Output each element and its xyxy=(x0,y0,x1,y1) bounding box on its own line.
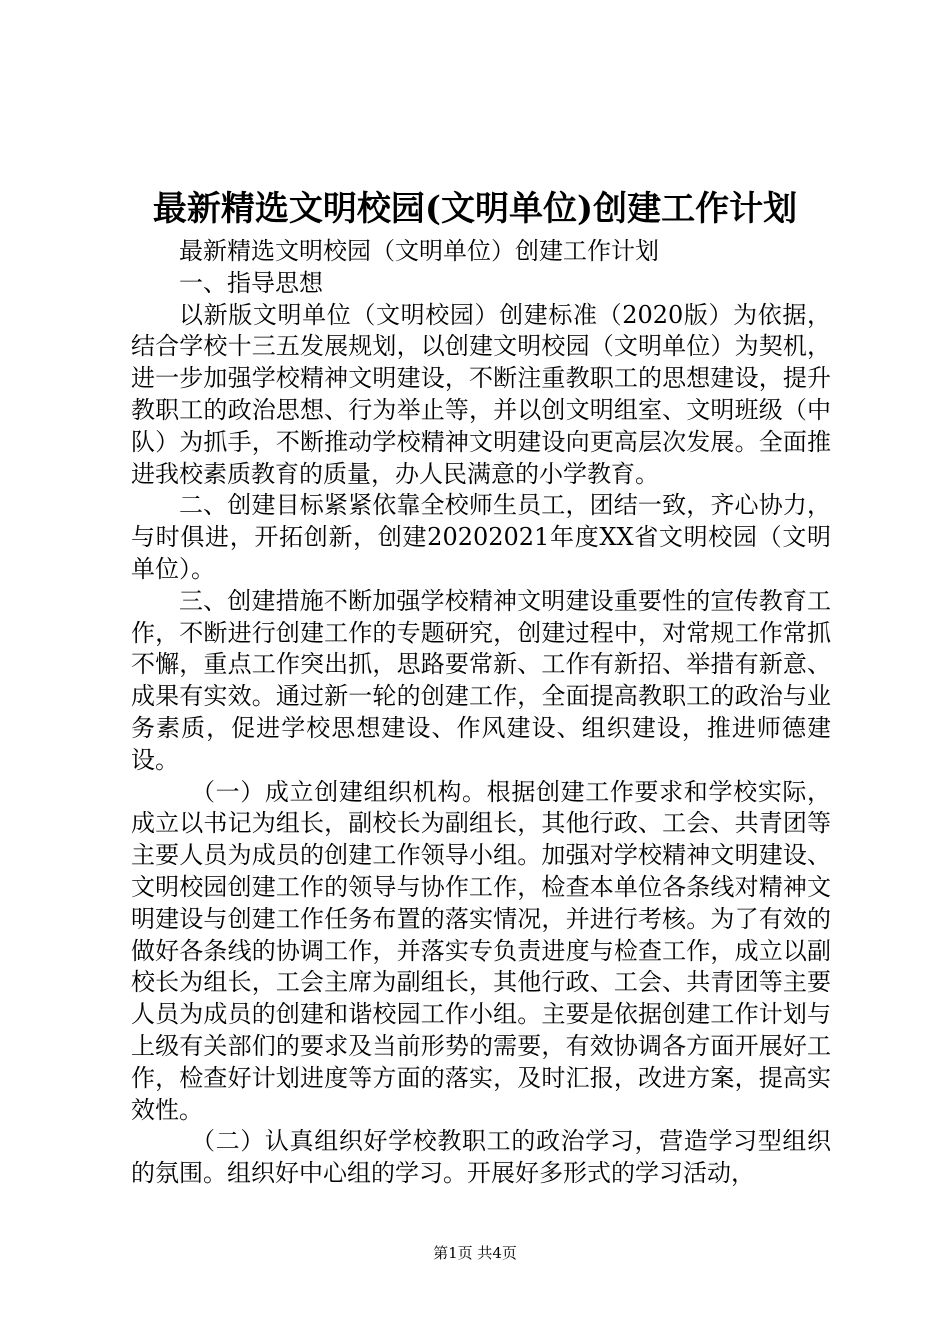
paragraph-goals: 二、创建目标紧紧依靠全校师生员工，团结一致，齐心协力，与时俱进，开拓创新，创建20202021年度XX省文明校园（文明单位）。 xyxy=(131,491,831,583)
paragraph-heading-guiding-ideology: 一、指导思想 xyxy=(179,268,323,297)
paragraph-organization: （一）成立创建组织机构。根据创建工作要求和学校实际，成立以书记为组长，副校长为副组长，其他行政、工会、共青团等主要人员为成员的创建工作领导小组。加强对学校精神文明建设、文明校园创建工作的领导与协作工作，检查本单位各条线对精神文明建设与创建工作任务布置的落实情况，并进行考核。为了有效的做好各条线的协调工作，并落实专负责进度与检查工作，成立以副校长为组长，工会主席为副组长，其他行政、工会、共青团等主要人员为成员的创建和谐校园工作小组。主要是依据创建工作计划与上级有关部们的要求及当前形势的需要，有效协调各方面开展好工作，检查好计划进度等方面的落实，及时汇报，改进方案，提高实效性。 xyxy=(131,777,831,1124)
document-body xyxy=(131,236,831,1190)
paragraph-subtitle: 最新精选文明校园（文明单位）创建工作计划 xyxy=(179,237,659,265)
paragraph-measures: 三、创建措施不断加强学校精神文明建设重要性的宣传教育工作，不断进行创建工作的专题研究，创建过程中，对常规工作常抓不懈，重点工作突出抓，思路要常新、工作有新招、举措有新意、成果有实效。通过新一轮的创建工作，全面提高教职工的政治与业务素质，促进学校思想建设、作风建设、组织建设，推进师德建设。 xyxy=(131,586,831,774)
page-footer: 第1页 共4页 xyxy=(433,1244,517,1262)
paragraph-study: （二）认真组织好学校教职工的政治学习，营造学习型组织的氛围。组织好中心组的学习。开展好多形式的学习活动， xyxy=(131,1127,831,1188)
paragraph-guiding-ideology: 以新版文明单位（文明校园）创建标准（2020版）为依据，结合学校十三五发展规划，以创建文明校园（文明单位）为契机，进一步加强学校精神文明建设，不断注重教职工的思想建设，提升教职工的政治思想、行为举止等，并以创文明组室、文明班级（中队）为抓手，不断推动学校精神文明建设向更高层次发展。全面推进我校素质教育的质量，办人民满意的小学教育。 xyxy=(131,300,831,488)
document-title: 最新精选文明校园(文明单位)创建工作计划 xyxy=(152,189,798,229)
